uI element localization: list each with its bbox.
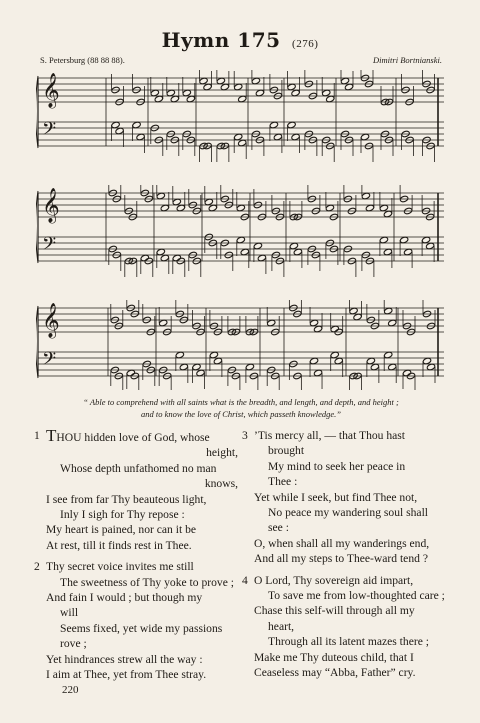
hymn-number-title: Hymn 175 bbox=[161, 28, 281, 52]
verse-column-right bbox=[242, 428, 446, 683]
verse-line: O, when shall all my wanderings end, bbox=[254, 536, 430, 550]
hymn-title bbox=[0, 28, 480, 53]
verse-line: heart, bbox=[268, 619, 295, 633]
verse-4 bbox=[242, 573, 446, 681]
verses bbox=[34, 428, 446, 683]
verse-line: To save me from low-thoughted care ; bbox=[268, 589, 445, 603]
drop-cap: T bbox=[46, 426, 57, 445]
composer-name: Dimitri Bortnianski. bbox=[373, 55, 442, 65]
page-number: 220 bbox=[62, 684, 79, 696]
verse-line: will bbox=[60, 606, 79, 620]
music-system-1 bbox=[36, 70, 446, 170]
verse-lines bbox=[46, 428, 238, 553]
verse-line: No peace my wandering soul shall bbox=[268, 506, 429, 520]
verse-line: My mind to seek her peace in bbox=[268, 459, 406, 473]
verse-lines bbox=[254, 428, 446, 567]
verse-line: Thy secret voice invites me still bbox=[46, 560, 194, 574]
verse-number: 3 bbox=[242, 429, 248, 442]
scripture-line: “ Able to comprehend with all saints what is the breadth, and length, and depth, and height ; bbox=[83, 397, 399, 407]
verse-line: Through all its latent mazes there ; bbox=[268, 635, 429, 649]
verse-line: And all my steps to Thee-ward tend ? bbox=[254, 552, 428, 566]
verse-line: Seems fixed, yet wide my passions bbox=[60, 621, 223, 635]
tune-info bbox=[40, 55, 442, 65]
verse-3 bbox=[242, 428, 446, 567]
verse-2 bbox=[34, 559, 238, 682]
verse-number: 2 bbox=[34, 560, 40, 574]
music-system-2 bbox=[36, 185, 446, 285]
svg-text:𝄞: 𝄞 bbox=[42, 303, 60, 338]
music-system-3 bbox=[36, 300, 446, 390]
verse-1 bbox=[34, 428, 238, 553]
verse-lines bbox=[46, 559, 238, 682]
verse-line: O Lord, Thy sovereign aid impart, bbox=[254, 573, 414, 587]
verse-line: ’Tis mercy all, — that Thou hast bbox=[254, 429, 406, 442]
verse-number: 4 bbox=[242, 573, 248, 587]
verse-line: Chase this self-will through all my bbox=[254, 604, 415, 618]
svg-text:𝄢: 𝄢 bbox=[42, 349, 57, 374]
verse-line: I aim at Thee, yet from Thee stray. bbox=[46, 668, 207, 682]
verse-number: 1 bbox=[34, 429, 40, 442]
verse-line: Make me Thy duteous child, that I bbox=[254, 650, 414, 664]
verse-line-text: HOU hidden love of God, whose bbox=[56, 431, 210, 444]
verse-line: knows, bbox=[204, 477, 238, 491]
verse-line: rove ; bbox=[60, 637, 87, 651]
verse-line: Yet hindrances strew all the way : bbox=[46, 652, 203, 666]
verse-line bbox=[46, 428, 238, 445]
verse-line: see : bbox=[268, 521, 289, 535]
verse-line: Ceaseless may “Abba, Father” cry. bbox=[254, 666, 416, 680]
verse-line: At rest, till it finds rest in Thee. bbox=[46, 538, 192, 552]
verse-line: Yet while I seek, but find Thee not, bbox=[254, 490, 418, 504]
verse-line: height, bbox=[206, 446, 238, 460]
verse-line: Inly I sigh for Thy repose : bbox=[60, 508, 185, 522]
verse-line: Whose depth unfathomed no man bbox=[60, 461, 217, 475]
scripture-quote bbox=[40, 396, 442, 420]
verse-line: The sweetness of Thy yoke to prove ; bbox=[60, 575, 234, 589]
svg-text:𝄢: 𝄢 bbox=[42, 119, 57, 144]
verse-line: Thee : bbox=[268, 475, 298, 489]
tune-name: S. Petersburg (88 88 88). bbox=[40, 55, 125, 65]
verse-line: brought bbox=[268, 444, 305, 458]
verse-column-left bbox=[34, 428, 238, 683]
svg-text:𝄞: 𝄞 bbox=[42, 73, 60, 108]
verse-line: I see from far Thy beauteous light, bbox=[46, 492, 207, 506]
verse-lines bbox=[254, 573, 446, 681]
verse-line: My heart is pained, nor can it be bbox=[46, 523, 197, 537]
alternate-hymn-number: (276) bbox=[292, 38, 319, 50]
svg-text:𝄞: 𝄞 bbox=[42, 188, 60, 223]
verse-line: And fain I would ; but though my bbox=[46, 591, 203, 605]
svg-text:𝄢: 𝄢 bbox=[42, 234, 57, 259]
scripture-line: and to know the love of Christ, which passeth knowledge.” bbox=[141, 409, 341, 419]
